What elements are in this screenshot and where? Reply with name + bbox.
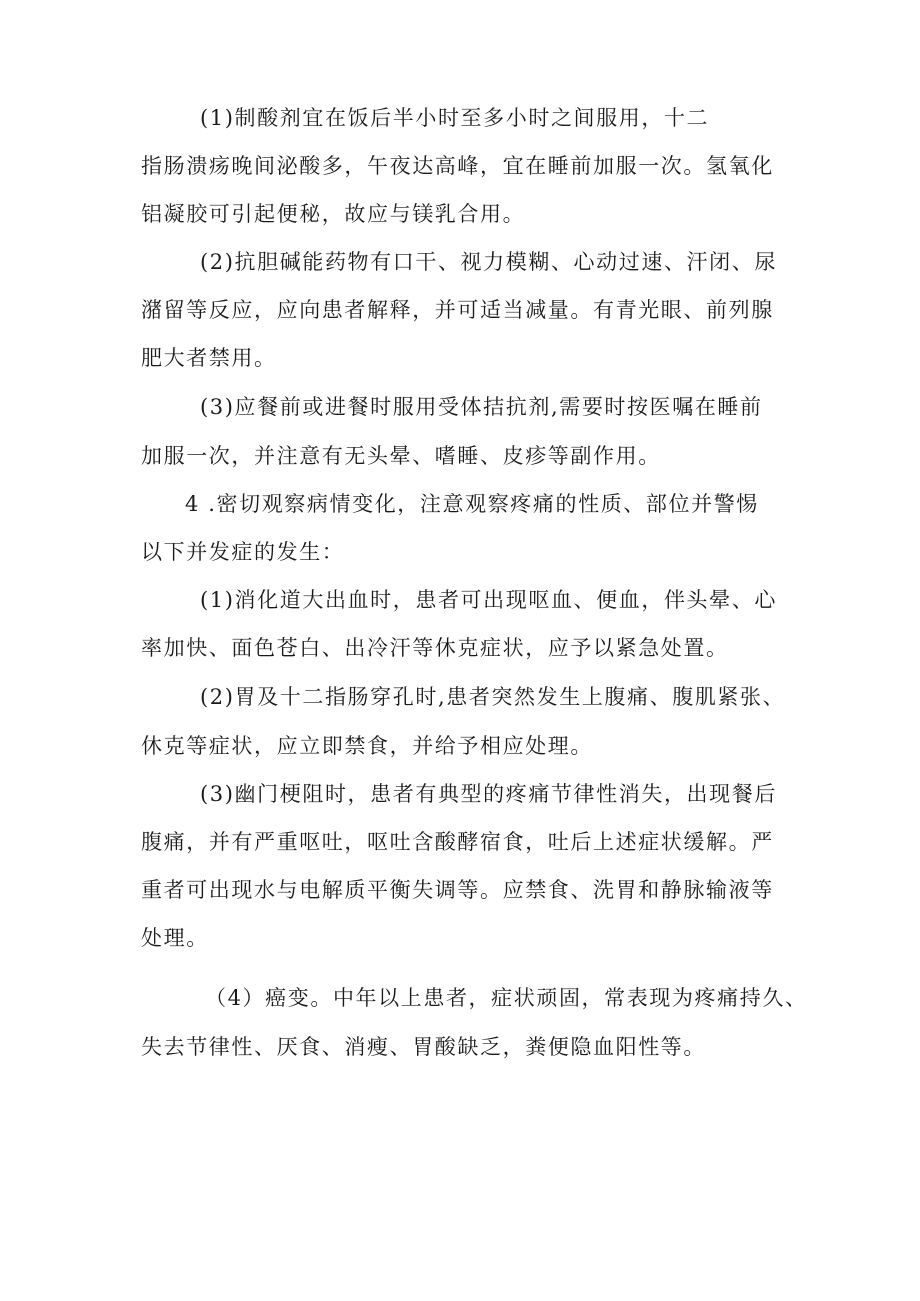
text-line: 重者可出现水与电解质平衡失调等。应禁食、洗胃和静脉输液等 [141, 878, 774, 902]
text-line: 处理。 [141, 926, 209, 950]
text-line: (3)应餐前或进餐时服用受体拮抗剂,需要时按医嘱在睡前 [200, 395, 763, 419]
text-line: 以下并发症的发生： [141, 540, 345, 564]
text-line: 休克等症状，应立即禁食，并给予相应处理。 [141, 734, 593, 758]
text-line: 铝凝胶可引起便秘，故应与镁乳合用。 [141, 202, 526, 226]
text-line: (2)抗胆碱能药物有口干、视力模糊、心动过速、汗闭、尿 [200, 250, 777, 274]
text-line: 指肠溃疡晚间泌酸多，午夜达高峰，宜在睡前加服一次。氢氧化 [141, 154, 774, 178]
text-line: （4）癌变。中年以上患者，症状顽固，常表现为疼痛持久、 [205, 986, 808, 1010]
text-line: 4 .密切观察病情变化，注意观察疼痛的性质、部位并警惕 [185, 492, 759, 516]
text-line: (3)幽门梗阻时，患者有典型的疼痛节律性消失，出现餐后 [200, 782, 777, 806]
text-line: 率加快、面色苍白、出冷汗等休克症状，应予以紧急处置。 [141, 636, 729, 660]
text-line: 腹痛，并有严重呕吐，呕吐含酸酵宿食，吐后上述症状缓解。严 [141, 830, 774, 854]
text-line: 失去节律性、厌食、消瘦、胃酸缺乏，粪便隐血阳性等。 [141, 1035, 706, 1059]
text-line: (1)消化道大出血时，患者可出现呕血、便血，伴头晕、心 [200, 588, 777, 612]
text-line: 加服一次，并注意有无头晕、嗜睡、皮疹等副作用。 [141, 444, 661, 468]
text-line: 肥大者禁用。 [141, 346, 277, 370]
text-line: (2)胃及十二指肠穿孔时,患者突然发生上腹痛、腹肌紧张、 [200, 685, 786, 709]
text-line: (1)制酸剂宜在饭后半小时至多小时之间服用，十二 [200, 106, 710, 130]
text-line: 潴留等反应，应向患者解释，并可适当减量。有青光眼、前列腺 [141, 298, 774, 322]
